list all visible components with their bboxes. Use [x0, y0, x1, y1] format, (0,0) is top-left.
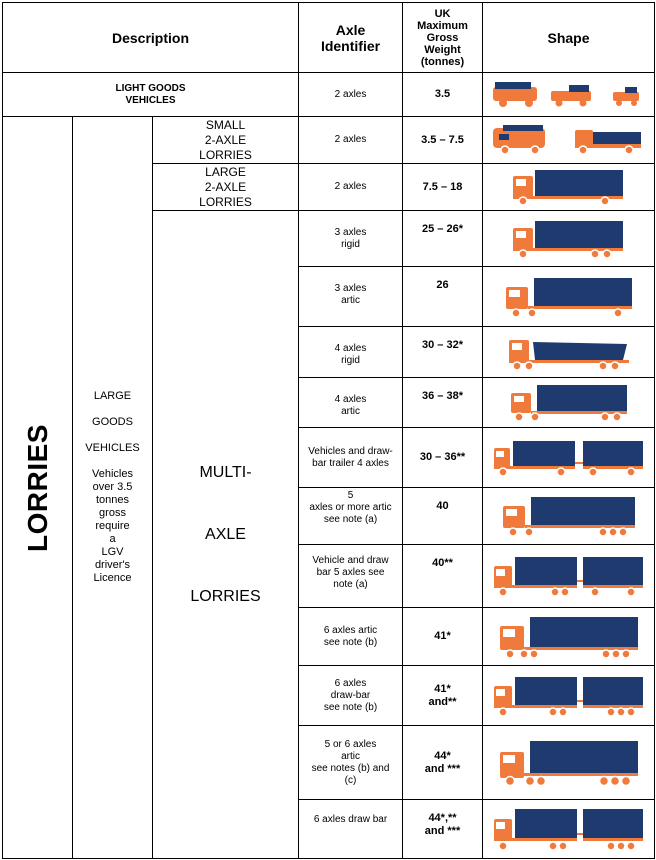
axle-line: rigid [341, 355, 360, 366]
lgv-line: require [95, 520, 130, 532]
axle-line: see notes (b) and [311, 762, 390, 774]
header-row [3, 3, 655, 73]
header-weight-line: Maximum [417, 19, 468, 32]
light-goods-row [3, 73, 655, 117]
axle-cell [299, 488, 403, 545]
weight-line: 44*,** [428, 812, 457, 824]
axle-cell [299, 211, 403, 267]
lgv-line: GOODS [92, 416, 133, 428]
axle-line: draw-bar [330, 689, 371, 701]
axle-cell [299, 327, 403, 378]
weight-cell [403, 800, 483, 859]
lgv-line: LGV [101, 546, 124, 558]
lgv-line: driver's [94, 559, 131, 571]
drawbar-lorry-icon [483, 428, 655, 488]
header-shape: Shape [483, 3, 655, 73]
small-trucks-icon [483, 117, 655, 164]
light-goods-weight: 3.5 [403, 73, 483, 117]
axle-cell [299, 267, 403, 327]
axle-cell: 2 axles [299, 164, 403, 211]
weight-cell: 40 [403, 488, 483, 545]
axle-line: artic [341, 750, 360, 762]
artic-lorry-icon [483, 378, 655, 428]
table-row [3, 117, 655, 164]
small-2-axle-lorries-label [153, 117, 299, 164]
artic-6axle-drawing [496, 614, 642, 660]
axle-cell [299, 666, 403, 726]
weight-cell: 30 – 36** [403, 428, 483, 488]
axle-line: 3 axles [334, 227, 367, 238]
lgv-line: LARGE [93, 390, 132, 402]
axle-line: artic [341, 295, 360, 306]
small-trucks-drawing [489, 122, 649, 158]
weight-cell: 25 – 26* [403, 211, 483, 267]
weight-line: and *** [424, 825, 461, 837]
drawbar-lorry-icon [483, 545, 655, 608]
weight-line: and *** [424, 762, 461, 775]
axle-cell: 6 axles draw bar [299, 800, 403, 859]
drawbar-4axle-drawing [491, 438, 647, 478]
axle-line: 3 axles [334, 283, 367, 294]
rigid-lorry-icon [483, 211, 655, 267]
axle-line: 5 or 6 axles [324, 738, 377, 750]
multi-axle-lorries-label [153, 211, 299, 859]
axle-line: 6 axles [334, 677, 367, 689]
rigid-lorry-icon [483, 164, 655, 211]
drawbar-5axle-drawing [491, 554, 647, 598]
lorries-side-label: LORRIES [21, 423, 53, 552]
axle-line: (c) [344, 774, 357, 786]
axle-line: see note (b) [323, 701, 378, 713]
light-goods-axle: 2 axles [299, 73, 403, 117]
axle-line: Vehicles and draw- [308, 445, 393, 457]
vehicle-classification-table [2, 2, 655, 859]
axle-line: see note (a) [323, 514, 378, 525]
lgv-line: tonnes [95, 494, 130, 506]
lorries-side-label-cell [3, 117, 73, 859]
weight-line: 41* [434, 682, 451, 695]
axle-line: bar trailer 4 axles [312, 457, 389, 469]
artic-3axle-drawing [502, 275, 636, 319]
header-axle-line: Axle [335, 21, 366, 38]
axle-cell [299, 378, 403, 428]
axle-line: Vehicle and draw [312, 555, 389, 566]
artic-lorry-icon [483, 608, 655, 666]
header-weight-line: Weight [424, 43, 461, 56]
header-weight-line: UK [434, 7, 451, 20]
header-weight-line: Gross [426, 31, 459, 44]
axle-cell [299, 608, 403, 666]
vans-icon [483, 73, 655, 117]
header-weight [403, 3, 483, 73]
multi-line: LORRIES [190, 587, 261, 605]
weight-cell [403, 726, 483, 800]
axle-line: artic [341, 406, 360, 417]
light-goods-line: LIGHT GOODS [115, 82, 186, 94]
axle-line: note (a) [333, 579, 368, 590]
axle-line: 4 axles [334, 343, 367, 354]
sub-line: 2-AXLE [204, 132, 247, 147]
weight-cell: 40** [403, 545, 483, 608]
lgv-line: gross [99, 507, 126, 519]
weight-cell: 41* [403, 608, 483, 666]
tipper-4axle-drawing [505, 332, 633, 372]
multi-line: AXLE [205, 525, 246, 543]
light-goods-label [3, 73, 299, 117]
drawbar-lorry-icon [483, 666, 655, 726]
weight-cell: 7.5 – 18 [403, 164, 483, 211]
artic-lorry-icon [483, 267, 655, 327]
artic-5axle-drawing [499, 494, 639, 538]
header-description: Description [3, 3, 299, 73]
lgv-line: Vehicles [92, 468, 133, 480]
weight-line: and** [428, 695, 457, 708]
artic-lorry-icon [483, 726, 655, 800]
rigid-lorry-drawing [509, 168, 629, 206]
artic-6axle-44t-drawing [496, 738, 642, 788]
lgv-line: VEHICLES [85, 442, 140, 454]
axle-line: bar 5 axles see [316, 567, 385, 578]
multi-line: MULTI- [199, 463, 252, 481]
axle-cell [299, 428, 403, 488]
sub-line: LORRIES [199, 147, 252, 162]
drawbar-6axle-drawing [491, 674, 647, 718]
axle-cell [299, 545, 403, 608]
axle-cell [299, 726, 403, 800]
axle-cell: 2 axles [299, 117, 403, 164]
sub-line: LARGE [205, 164, 246, 179]
axle-line: 4 axles [334, 394, 367, 405]
sub-line: LORRIES [199, 194, 252, 209]
weight-cell: 36 – 38* [403, 378, 483, 428]
header-axle-identifier [299, 3, 403, 73]
axle-line: see note (b) [323, 636, 378, 648]
weight-cell [403, 666, 483, 726]
weight-line: 44* [434, 749, 451, 762]
weight-cell: 26 [403, 267, 483, 327]
axle-line: axles or more artic [309, 502, 392, 513]
axle-line: 6 axles artic [323, 624, 378, 636]
header-weight-line: (tonnes) [420, 55, 465, 68]
light-goods-line: VEHICLES [125, 94, 176, 106]
tipper-lorry-icon [483, 327, 655, 378]
large-goods-vehicles-label [73, 117, 153, 859]
header-axle-line: Identifier [320, 37, 381, 54]
lgv-line: Licence [93, 572, 132, 584]
lgv-line: over 3.5 [92, 481, 133, 493]
sub-line: SMALL [205, 117, 246, 132]
lgv-line: a [109, 533, 116, 545]
axle-line: 5 [347, 490, 354, 501]
drawbar-6axle-44t-drawing [491, 806, 647, 852]
large-2-axle-lorries-label [153, 164, 299, 211]
artic-lorry-icon [483, 488, 655, 545]
vans-drawing [489, 79, 649, 111]
axle-line: rigid [341, 239, 360, 250]
weight-cell: 30 – 32* [403, 327, 483, 378]
artic-4axle-drawing [507, 383, 631, 423]
drawbar-lorry-icon [483, 800, 655, 859]
weight-cell: 3.5 – 7.5 [403, 117, 483, 164]
sub-line: 2-AXLE [204, 179, 247, 194]
rigid-3axle-drawing [509, 218, 629, 260]
